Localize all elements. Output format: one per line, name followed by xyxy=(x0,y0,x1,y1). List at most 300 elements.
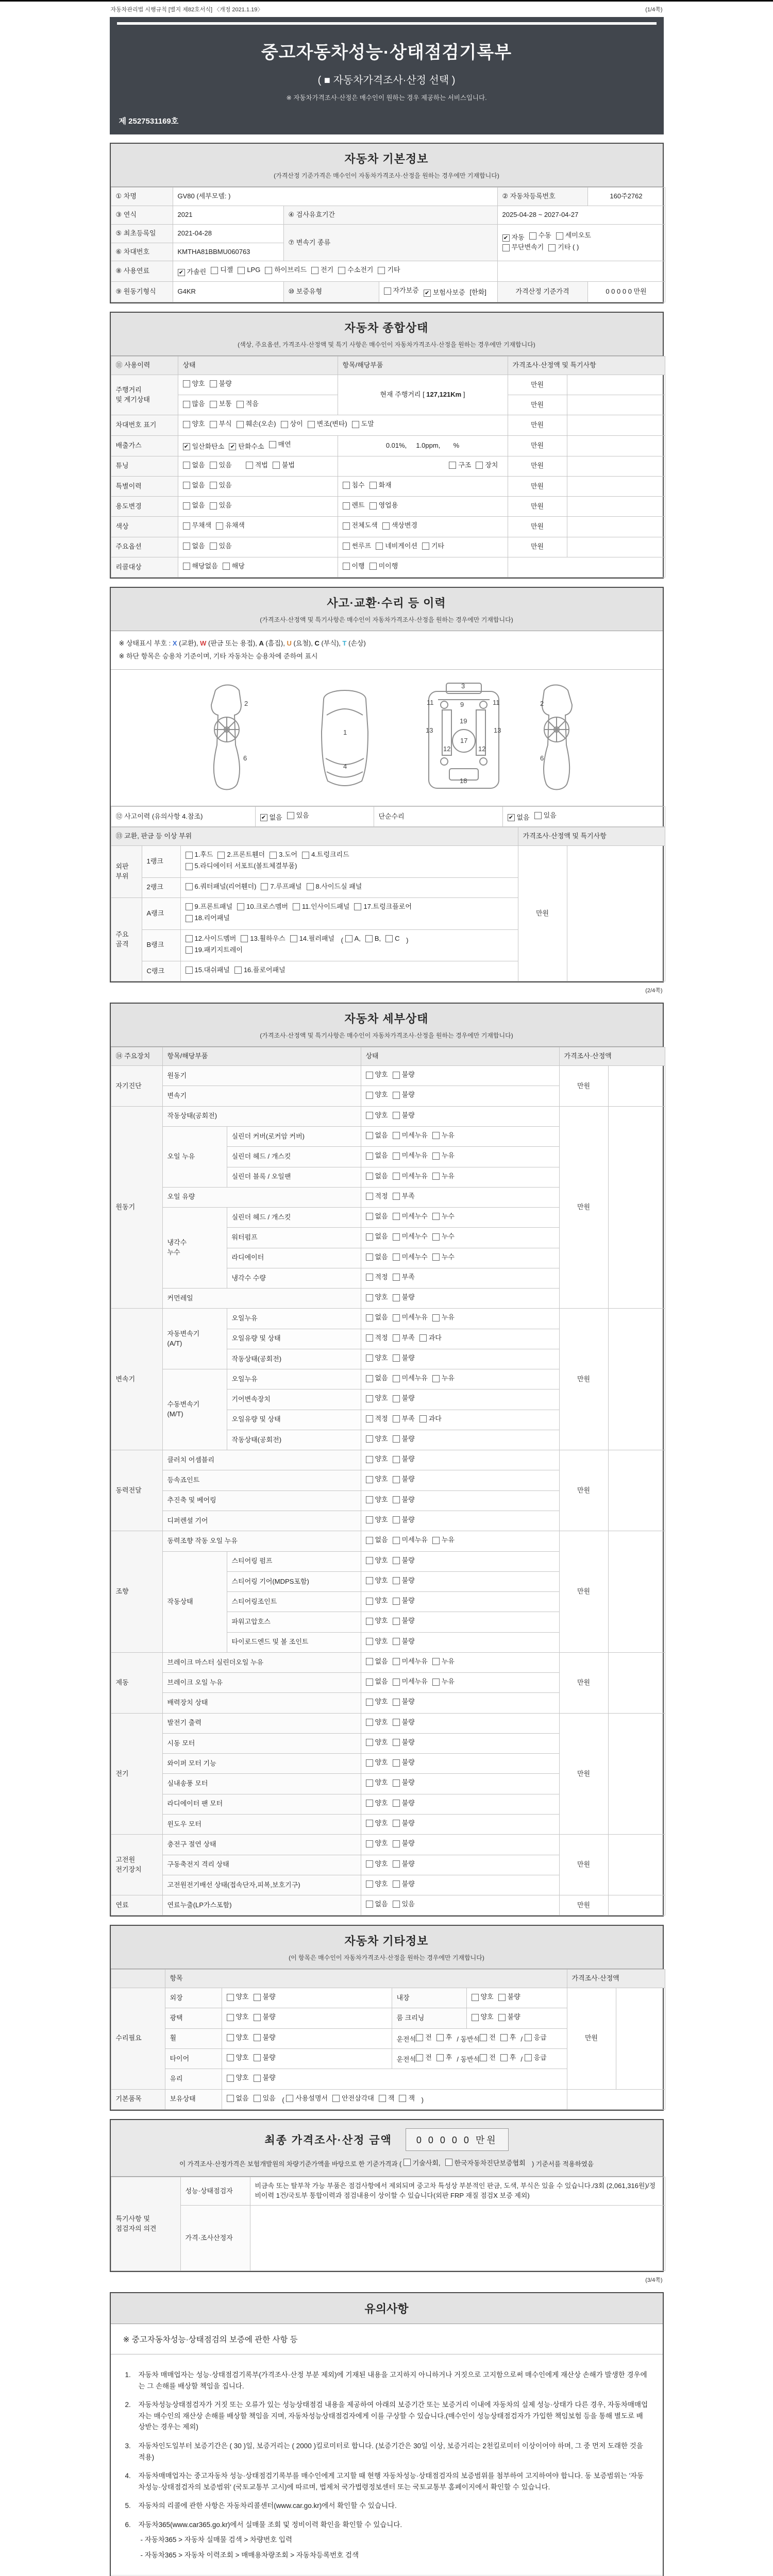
checkbox-과다[interactable] xyxy=(419,1333,442,1343)
checkbox-하이브리드[interactable] xyxy=(265,265,307,275)
checkbox-12.사이드멤버[interactable] xyxy=(186,934,237,944)
checkbox-누유[interactable] xyxy=(432,1172,455,1181)
checkbox-양호[interactable] xyxy=(366,1556,388,1566)
options-cell xyxy=(338,497,508,517)
checkbox-변조(변타)[interactable] xyxy=(308,419,347,429)
checkbox-box-icon xyxy=(254,2034,261,2041)
checkbox-미세누수[interactable] xyxy=(393,1232,428,1242)
checkbox-label: 사용설명서 xyxy=(295,2094,328,2102)
checkbox-불법[interactable] xyxy=(273,461,295,470)
checkbox-label: 미세누유 xyxy=(401,1536,428,1544)
checkbox-box-icon xyxy=(393,1132,400,1139)
checkbox-양호[interactable] xyxy=(366,1495,388,1505)
checkbox-없음[interactable] xyxy=(183,501,205,511)
checkbox-잭[interactable] xyxy=(379,2094,395,2104)
checkbox-수소전기[interactable] xyxy=(338,265,373,275)
checkbox-미세누유[interactable] xyxy=(393,1657,428,1667)
checkbox-양호[interactable] xyxy=(366,1394,388,1403)
cell: 오일 누유 xyxy=(162,1126,227,1187)
checkbox-LPG[interactable] xyxy=(238,265,260,275)
cell: 변속기 xyxy=(162,1086,361,1106)
checkbox-5.라디에이터 서포트(볼트체결부품)[interactable] xyxy=(186,861,297,871)
checkbox-양호[interactable] xyxy=(472,2012,494,2022)
checkbox-디젤[interactable] xyxy=(211,265,233,275)
checkbox-box-icon xyxy=(393,1476,400,1483)
cell xyxy=(567,2089,665,2109)
checkbox-4.트렁크리드[interactable] xyxy=(302,850,349,860)
checkbox-전[interactable] xyxy=(480,2033,496,2043)
checkbox-양호[interactable] xyxy=(366,1859,388,1869)
checkbox-7.루프패널[interactable] xyxy=(261,882,301,892)
checkbox-불량[interactable] xyxy=(393,1839,415,1849)
checkbox-box-icon xyxy=(366,1274,373,1281)
checkbox-label: 불량 xyxy=(507,1993,520,2001)
checkbox-3.도어[interactable] xyxy=(270,850,297,860)
checkbox-적정[interactable] xyxy=(366,1273,388,1282)
checkbox-label: 후 xyxy=(509,2053,516,2061)
checkbox-있음[interactable] xyxy=(254,2094,276,2104)
checkbox-box-icon xyxy=(237,401,244,408)
checkbox-label: 부족 xyxy=(401,1333,415,1342)
checkbox-양호[interactable] xyxy=(227,1992,249,2002)
checkbox-box-icon xyxy=(366,1233,373,1241)
checkbox-기타[interactable] xyxy=(378,265,400,275)
checkbox-썬루프[interactable] xyxy=(343,541,372,551)
checkbox-불량[interactable] xyxy=(393,1353,415,1363)
checkbox-세미오토[interactable] xyxy=(556,231,591,241)
checkbox-불량[interactable] xyxy=(393,1394,415,1403)
checkbox-있음[interactable] xyxy=(287,811,309,821)
checkbox-box-icon xyxy=(419,1334,427,1342)
checkbox-box-icon xyxy=(210,543,217,550)
checkbox-미세누유[interactable] xyxy=(393,1677,428,1687)
checkbox-기타 ( )[interactable] xyxy=(548,243,579,252)
checkbox-box-icon xyxy=(393,1233,400,1241)
checkbox-불량[interactable] xyxy=(254,2033,276,2043)
checkbox-미세누유[interactable] xyxy=(393,1374,428,1383)
checkbox-사용설명서[interactable] xyxy=(286,2094,328,2104)
checkbox-전[interactable] xyxy=(416,2053,432,2063)
checkbox-누유[interactable] xyxy=(432,1535,455,1545)
checkbox-양호[interactable] xyxy=(227,2012,249,2022)
checkbox-양호[interactable] xyxy=(366,1434,388,1444)
checkbox-불량[interactable] xyxy=(254,2053,276,2063)
checkbox-미세누수[interactable] xyxy=(393,1252,428,1262)
checkbox-없음[interactable] xyxy=(366,1657,388,1667)
checkbox-A,[interactable] xyxy=(345,934,361,944)
checkbox-label: 양호 xyxy=(375,1071,388,1079)
checkbox-양호[interactable] xyxy=(366,1090,388,1100)
options-cell xyxy=(392,2028,567,2048)
checkbox-잭[interactable] xyxy=(399,2094,415,2104)
checkbox-B,[interactable] xyxy=(365,934,381,944)
checkbox-누유[interactable] xyxy=(432,1374,455,1383)
checkbox-자동[interactable] xyxy=(502,233,525,243)
checkbox-불량[interactable] xyxy=(498,2012,520,2022)
checkbox-미세누유[interactable] xyxy=(393,1131,428,1141)
checkbox-9.프론트패널[interactable] xyxy=(186,902,233,912)
checkbox-수동[interactable] xyxy=(529,231,551,241)
checkbox-label: 있음 xyxy=(296,811,309,819)
checkbox-11.인사이드패널[interactable] xyxy=(293,902,349,912)
options-cell xyxy=(222,2028,392,2048)
checkbox-없음[interactable] xyxy=(366,1535,388,1545)
checkbox-box-icon xyxy=(393,1314,400,1321)
checkbox-양호[interactable] xyxy=(366,1111,388,1121)
cell xyxy=(567,395,665,415)
checkbox-렌트[interactable] xyxy=(343,501,365,511)
checkbox-침수[interactable] xyxy=(343,481,365,490)
checkbox-양호[interactable] xyxy=(227,2073,249,2083)
checkbox-box-icon xyxy=(393,1415,400,1422)
checkbox-label: 불량 xyxy=(401,1758,415,1767)
checkbox-도말[interactable] xyxy=(352,419,374,429)
checkbox-box-icon xyxy=(311,267,318,274)
checkbox-양호[interactable] xyxy=(366,1293,388,1302)
checkbox-없음[interactable] xyxy=(366,1900,388,1909)
checkbox-label: 불량 xyxy=(401,1738,415,1746)
checkbox-불량[interactable] xyxy=(393,1637,415,1647)
checkbox-없음[interactable] xyxy=(366,1212,388,1222)
final-price-value: 0 0 0 0 0 만원 xyxy=(406,2128,509,2151)
checkbox-양호[interactable] xyxy=(366,1799,388,1808)
checkbox-box-icon xyxy=(227,2054,234,2061)
checkbox-미세누유[interactable] xyxy=(393,1151,428,1161)
checkbox-기술사회,[interactable] xyxy=(404,2158,441,2167)
checkbox-한국자동차진단보증협회[interactable] xyxy=(445,2158,526,2167)
checkbox-불량[interactable] xyxy=(393,1070,415,1080)
checkbox-보험사보증[interactable] xyxy=(424,288,465,298)
diagram-part-number: 12 xyxy=(443,744,451,753)
checkbox-box-icon xyxy=(343,522,350,530)
checkbox-후[interactable] xyxy=(500,2033,516,2043)
checkbox-box-icon xyxy=(366,1415,373,1422)
checkbox-양호[interactable] xyxy=(183,419,205,429)
checkbox-19.패키지트레이[interactable] xyxy=(186,945,243,955)
checkbox-없음[interactable] xyxy=(366,1313,388,1323)
checkbox-일산화탄소[interactable] xyxy=(183,442,225,452)
checkbox-불량[interactable] xyxy=(393,1090,415,1100)
checkbox-18.리어패널[interactable] xyxy=(186,913,230,923)
checkbox-탄화수소[interactable] xyxy=(229,442,264,452)
checkbox-label: 10.크로스멤버 xyxy=(246,903,289,910)
checkbox-불량[interactable] xyxy=(393,1454,415,1464)
checkbox-불량[interactable] xyxy=(210,379,232,389)
checkbox-양호[interactable] xyxy=(366,1616,388,1626)
cell xyxy=(608,1713,665,1835)
checkbox-불량[interactable] xyxy=(393,1556,415,1566)
checkbox-label: 미세누수 xyxy=(401,1212,428,1221)
checkbox-후[interactable] xyxy=(500,2053,516,2063)
checkbox-양호[interactable] xyxy=(472,1992,494,2002)
checkbox-box-icon: ✔ xyxy=(183,443,190,450)
checkbox-전[interactable] xyxy=(480,2053,496,2063)
checkbox-불량[interactable] xyxy=(393,1293,415,1302)
checkbox-적음[interactable] xyxy=(237,399,259,409)
checkbox-양호[interactable] xyxy=(183,379,205,389)
checkbox-응급[interactable] xyxy=(525,2033,547,2043)
checkbox-label: 없음 xyxy=(192,461,205,469)
checkbox-label: 양호 xyxy=(375,1495,388,1503)
checkbox-부족[interactable] xyxy=(393,1192,415,1201)
cell: 만원 xyxy=(559,1066,608,1107)
checkbox-box-icon xyxy=(432,1375,440,1382)
checkbox-불량[interactable] xyxy=(393,1879,415,1889)
checkbox-label: 미세누유 xyxy=(401,1677,428,1686)
checkbox-불량[interactable] xyxy=(393,1495,415,1505)
checkbox-양호[interactable] xyxy=(366,1879,388,1889)
checkbox-1.후드[interactable] xyxy=(186,850,213,860)
checkbox-양호[interactable] xyxy=(366,1596,388,1606)
cell: 변속기 xyxy=(111,1309,162,1450)
checkbox-label: 부족 xyxy=(401,1192,415,1200)
checkbox-불량[interactable] xyxy=(393,1596,415,1606)
checkbox-없음[interactable] xyxy=(260,813,282,823)
checkbox-불량[interactable] xyxy=(254,2012,276,2022)
checkbox-보통[interactable] xyxy=(210,399,232,409)
checkbox-없음[interactable] xyxy=(366,1232,388,1242)
checkbox-해당없음[interactable] xyxy=(183,562,218,571)
section-subtitle: (가격조사·산정액 및 특기사항은 매수인이 자동차가격조사·산정을 원하는 경우에만 기재합니다) xyxy=(260,1032,513,1040)
checkbox-불량[interactable] xyxy=(393,1778,415,1788)
checkbox-box-icon xyxy=(227,2095,234,2102)
notice-subline: - 자동차365 > 자동차 실매물 검색 > 차량번호 입력 xyxy=(140,2536,292,2544)
checkbox-미세누유[interactable] xyxy=(393,1313,428,1323)
section-title: 자동차 종합상태 xyxy=(344,321,429,335)
checkbox-양호[interactable] xyxy=(366,1454,388,1464)
checkbox-미세누유[interactable] xyxy=(393,1172,428,1181)
checkbox-미세누수[interactable] xyxy=(393,1212,428,1222)
checkbox-없음[interactable] xyxy=(366,1172,388,1181)
checkbox-양호[interactable] xyxy=(366,1070,388,1080)
checkbox-16.플로어패널[interactable] xyxy=(234,965,285,975)
checkbox-없음[interactable] xyxy=(366,1374,388,1383)
checkbox-불량[interactable] xyxy=(498,1992,520,2002)
checkbox-훼손(오손)[interactable] xyxy=(237,419,276,429)
checkbox-label: 4.트렁크리드 xyxy=(311,851,349,859)
text: X xyxy=(172,639,177,648)
checkbox-불량[interactable] xyxy=(393,1819,415,1828)
checkbox-있음[interactable] xyxy=(210,541,232,551)
checkbox-부족[interactable] xyxy=(393,1333,415,1343)
checkbox-무단변속기[interactable] xyxy=(502,243,544,252)
checkbox-불량[interactable] xyxy=(393,1738,415,1748)
checkbox-색상변경[interactable] xyxy=(382,521,417,531)
checkbox-box-icon xyxy=(366,1153,373,1160)
checkbox-있음[interactable] xyxy=(534,811,557,821)
checkbox-label: 없음 xyxy=(375,1172,388,1180)
checkbox-있음[interactable] xyxy=(393,1900,415,1909)
checkbox-없음[interactable] xyxy=(183,481,205,490)
checkbox-C[interactable] xyxy=(385,934,399,944)
checkbox-자가보증[interactable] xyxy=(384,286,419,296)
checkbox-없음[interactable] xyxy=(227,2094,249,2104)
checkbox-label: 양호 xyxy=(375,1597,388,1605)
checkbox-불량[interactable] xyxy=(393,1697,415,1707)
checkbox-영업용[interactable] xyxy=(369,501,398,511)
checkbox-15.대쉬패널[interactable] xyxy=(186,965,230,975)
checkbox-box-icon xyxy=(404,2159,411,2166)
checkbox-양호[interactable] xyxy=(366,1576,388,1586)
checkbox-box-icon xyxy=(399,2095,406,2102)
checkbox-없음[interactable] xyxy=(366,1677,388,1687)
checkbox-누수[interactable] xyxy=(432,1252,455,1262)
checkbox-무채색[interactable] xyxy=(183,521,212,531)
checkbox-없음[interactable] xyxy=(183,461,205,470)
checkbox-없음[interactable] xyxy=(508,813,530,823)
checkbox-불량[interactable] xyxy=(393,1799,415,1808)
checkbox-이행[interactable] xyxy=(343,562,365,571)
checkbox-적정[interactable] xyxy=(366,1333,388,1343)
cell: 작동상태(공회전) xyxy=(162,1106,361,1126)
checkbox-불량[interactable] xyxy=(393,1475,415,1484)
options-cell xyxy=(338,456,508,476)
checkbox-box-icon xyxy=(366,1860,373,1868)
checkbox-적정[interactable] xyxy=(366,1192,388,1201)
checkbox-box-icon xyxy=(393,1334,400,1342)
checkbox-불량[interactable] xyxy=(393,1758,415,1768)
checkbox-양호[interactable] xyxy=(366,1475,388,1484)
checkbox-불량[interactable] xyxy=(393,1576,415,1586)
checkbox-없음[interactable] xyxy=(366,1131,388,1141)
checkbox-불량[interactable] xyxy=(393,1718,415,1727)
checkbox-누유[interactable] xyxy=(432,1677,455,1687)
checkbox-화재[interactable] xyxy=(369,481,392,490)
checkbox-없음[interactable] xyxy=(366,1252,388,1262)
checkbox-없음[interactable] xyxy=(366,1151,388,1161)
checkbox-box-icon xyxy=(366,1476,373,1483)
checkbox-양호[interactable] xyxy=(366,1839,388,1849)
checkbox-과다[interactable] xyxy=(419,1414,442,1424)
checkbox-양호[interactable] xyxy=(366,1819,388,1828)
checkbox-box-icon xyxy=(227,1994,234,2001)
notice-item-text: 자동차매매업자는 중고자동차 성능·상태점검기록부를 매수인에게 고지할 때 현행 자동차성능·상태점검자의 보증범위를 첨부하여 고지하여야 합니다. 동 보증범위는 '자동차성능·상태점검자의 보증범위' (국토교통부 고시)에 따르며, 법제처 국가법령정보센터 또는 국토교통부 홈페이지에서 확인할 수 있습니다. xyxy=(138,2472,644,2491)
checkbox-전기[interactable] xyxy=(311,265,333,275)
checkbox-많음[interactable] xyxy=(183,399,205,409)
notice-item xyxy=(125,2500,648,2512)
checkbox-box-icon xyxy=(534,812,542,819)
checkbox-있음[interactable] xyxy=(210,501,232,511)
checkbox-부식[interactable] xyxy=(210,419,232,429)
checkbox-전[interactable] xyxy=(416,2033,432,2043)
checkbox-양호[interactable] xyxy=(227,2053,249,2063)
checkbox-네비게이션[interactable] xyxy=(376,541,417,551)
checkbox-label: 화재 xyxy=(378,481,392,489)
checkbox-장치[interactable] xyxy=(476,461,498,470)
checkbox-양호[interactable] xyxy=(227,2033,249,2043)
checkbox-누유[interactable] xyxy=(432,1131,455,1141)
checkbox-양호[interactable] xyxy=(366,1758,388,1768)
checkbox-양호[interactable] xyxy=(366,1718,388,1727)
options-cell xyxy=(361,1268,559,1288)
checkbox-있음[interactable] xyxy=(210,461,232,470)
checkbox-10.크로스멤버[interactable] xyxy=(237,902,288,912)
checkbox-box-icon xyxy=(393,1274,400,1281)
checkbox-14.필러패널[interactable] xyxy=(290,934,334,944)
checkbox-17.트렁크플로어[interactable] xyxy=(354,902,411,912)
checkbox-누수[interactable] xyxy=(432,1212,455,1222)
diagram-part-number: 2 xyxy=(244,699,248,707)
checkbox-누유[interactable] xyxy=(432,1151,455,1161)
checkbox-양호[interactable] xyxy=(366,1738,388,1748)
checkbox-양호[interactable] xyxy=(366,1778,388,1788)
options-cell xyxy=(361,1470,559,1490)
cell: 냉각수 누수 xyxy=(162,1208,227,1289)
checkbox-응급[interactable] xyxy=(525,2053,547,2063)
checkbox-누유[interactable] xyxy=(432,1313,455,1323)
checkbox-box-icon xyxy=(432,1658,440,1665)
checkbox-미이행[interactable] xyxy=(369,562,398,571)
checkbox-label: 양호 xyxy=(375,1576,388,1584)
checkbox-후[interactable] xyxy=(436,2033,452,2043)
checkbox-불량[interactable] xyxy=(393,1434,415,1444)
checkbox-box-icon xyxy=(379,2095,386,2102)
checkbox-구조[interactable] xyxy=(449,461,471,470)
checkbox-유채색[interactable] xyxy=(216,521,245,531)
options-cell xyxy=(180,846,518,878)
checkbox-13.휠하우스[interactable] xyxy=(241,934,285,944)
checkbox-적법[interactable] xyxy=(246,461,268,470)
checkbox-전체도색[interactable] xyxy=(343,521,378,531)
checkbox-양호[interactable] xyxy=(366,1515,388,1525)
checkbox-양호[interactable] xyxy=(366,1637,388,1647)
checkbox-가솔린[interactable] xyxy=(178,267,207,277)
checkbox-box-icon xyxy=(366,1354,373,1362)
cell: 스티어링 기어(MDPS포함) xyxy=(227,1571,361,1591)
checkbox-부족[interactable] xyxy=(393,1414,415,1424)
checkbox-상이[interactable] xyxy=(281,419,303,429)
checkbox-안전삼각대[interactable] xyxy=(332,2094,374,2104)
checkbox-누수[interactable] xyxy=(432,1232,455,1242)
checkbox-box-icon xyxy=(476,462,483,469)
checkbox-기타[interactable] xyxy=(422,541,444,551)
checkbox-box-icon xyxy=(366,1375,373,1382)
checkbox-미세누유[interactable] xyxy=(393,1535,428,1545)
checkbox-2.프론트휀더[interactable] xyxy=(217,850,265,860)
checkbox-적정[interactable] xyxy=(366,1414,388,1424)
checkbox-불량[interactable] xyxy=(393,1515,415,1525)
checkbox-없음[interactable] xyxy=(183,541,205,551)
checkbox-해당[interactable] xyxy=(223,562,245,571)
checkbox-box-icon xyxy=(416,2054,423,2061)
page-marker: (2/4쪽) xyxy=(645,988,663,994)
checkbox-후[interactable] xyxy=(436,2053,452,2063)
diagram-part-number: 6 xyxy=(243,754,247,762)
checkbox-box-icon xyxy=(366,1253,373,1261)
cell: 실린더 헤드 / 개스킷 xyxy=(227,1147,361,1167)
checkbox-box-icon xyxy=(254,2054,261,2061)
checkbox-label: 9.프론트패널 xyxy=(194,903,233,910)
checkbox-누유[interactable] xyxy=(432,1657,455,1667)
checkbox-box-icon xyxy=(432,1153,440,1160)
checkbox-부족[interactable] xyxy=(393,1273,415,1282)
checkbox-불량[interactable] xyxy=(393,1859,415,1869)
checkbox-6.쿼터패널(리어휀더)[interactable] xyxy=(186,882,257,892)
checkbox-불량[interactable] xyxy=(254,1992,276,2002)
checkbox-불량[interactable] xyxy=(254,2073,276,2083)
checkbox-불량[interactable] xyxy=(393,1616,415,1626)
checkbox-매연[interactable] xyxy=(269,440,291,450)
cell xyxy=(567,517,665,537)
checkbox-8.사이드실 패널[interactable] xyxy=(307,882,362,892)
checkbox-양호[interactable] xyxy=(366,1353,388,1363)
checkbox-양호[interactable] xyxy=(366,1697,388,1707)
checkbox-box-icon xyxy=(366,1092,373,1099)
checkbox-불량[interactable] xyxy=(393,1111,415,1121)
checkbox-있음[interactable] xyxy=(210,481,232,490)
checkbox-label: 훼손(오손) xyxy=(245,420,276,428)
checkbox-box-icon xyxy=(286,2095,293,2102)
